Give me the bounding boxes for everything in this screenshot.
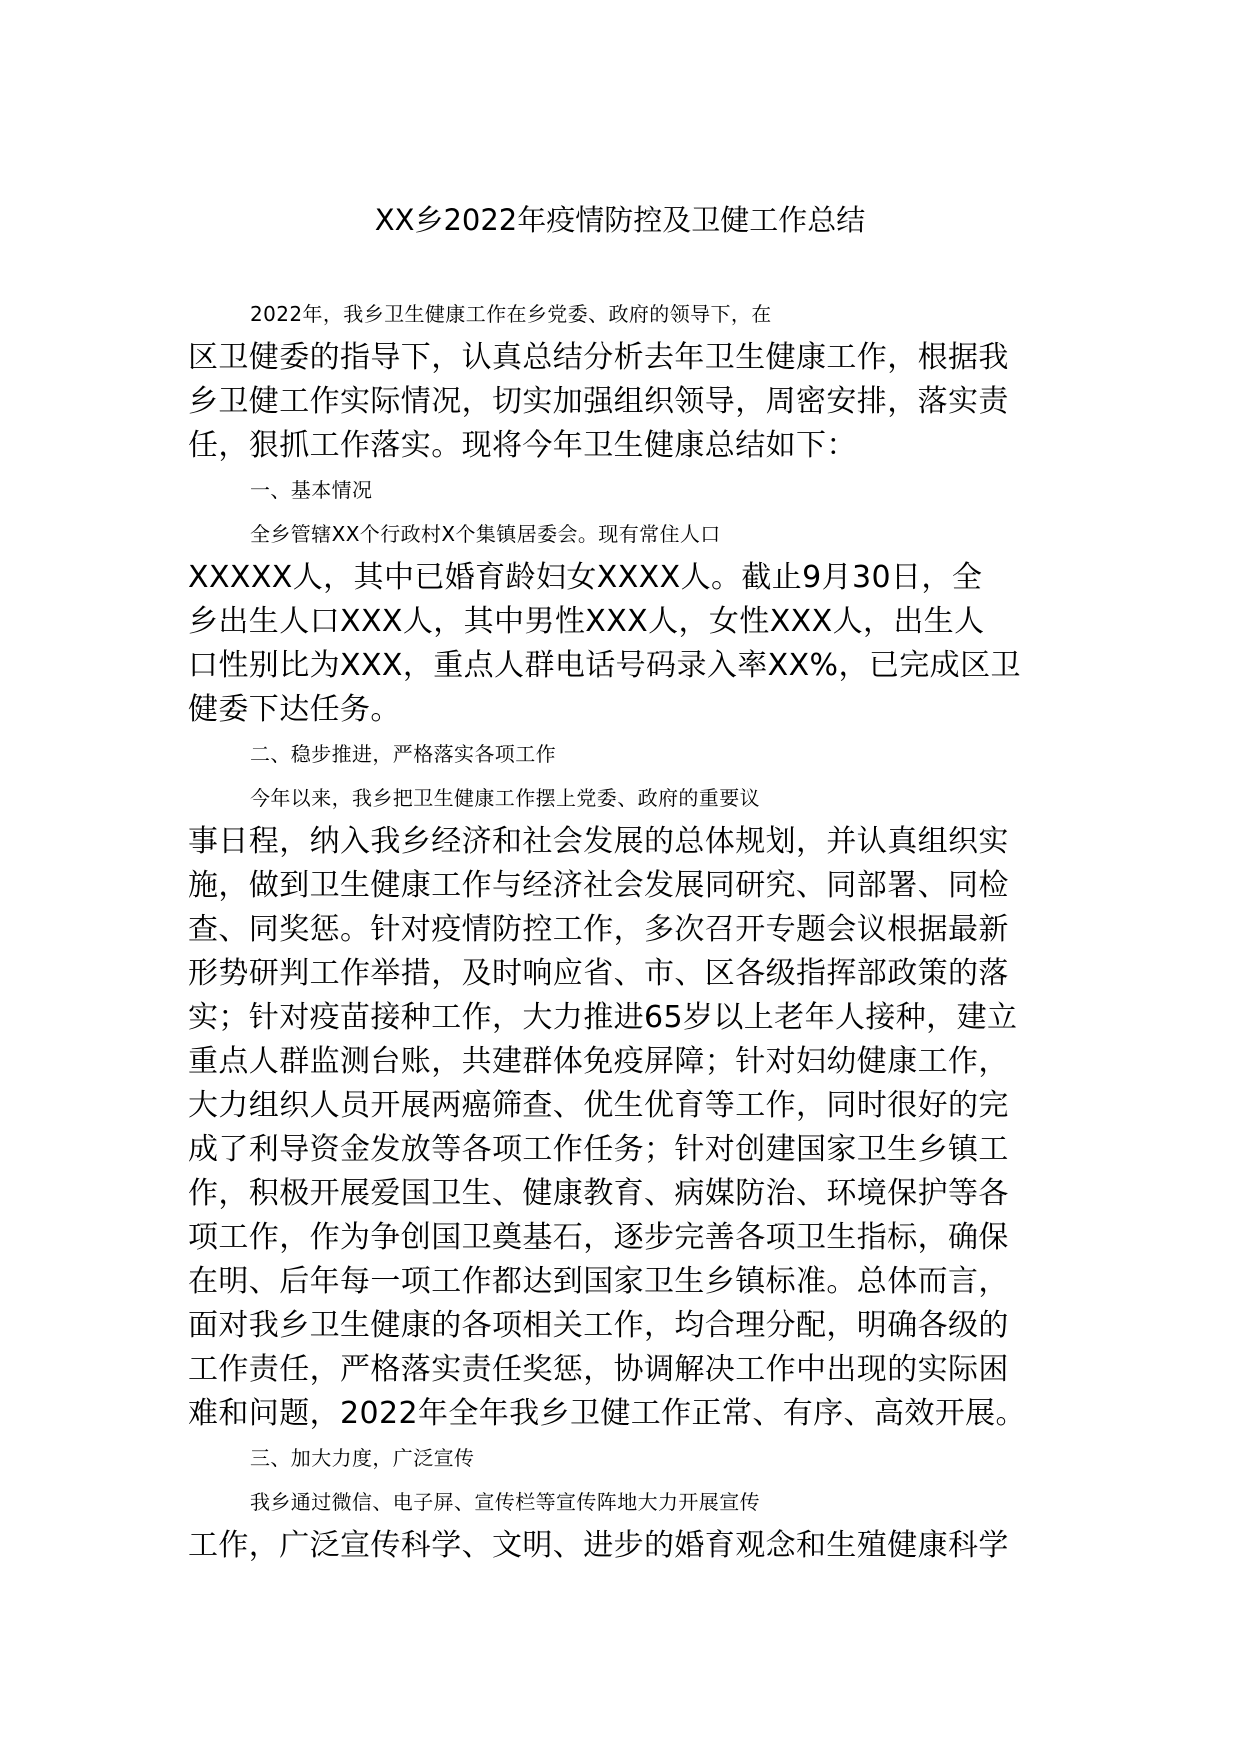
text-line: 事日程，纳入我乡经济和社会发展的总体规划，并认真组织实 bbox=[188, 824, 1009, 859]
text-line: 工作，广泛宣传科学、文明、进步的婚育观念和生殖健康科学 bbox=[188, 1528, 1009, 1563]
text-line: 查、同奖惩。针对疫情防控工作，多次召开专题会议根据最新 bbox=[188, 912, 1009, 947]
text-line: 健委下达任务。 bbox=[188, 692, 401, 727]
text-line: 口性别比为XXX，重点人群电话号码录入率XX%，已完成区卫 bbox=[188, 648, 1021, 683]
document-body bbox=[188, 292, 1058, 1568]
text-line: 作，积极开展爱国卫生、健康教育、病媒防治、环境保护等各 bbox=[188, 1176, 1009, 1211]
text-line: 区卫健委的指导下，认真总结分析去年卫生健康工作，根据我 bbox=[188, 340, 1009, 375]
text-line: 全乡管辖XX个行政村X个集镇居委会。现有常住人口 bbox=[250, 522, 721, 546]
text-line: 施，做到卫生健康工作与经济社会发展同研究、同部署、同检 bbox=[188, 868, 1009, 903]
text-line: 重点人群监测台账，共建群体免疫屏障；针对妇幼健康工作， bbox=[188, 1044, 1009, 1079]
text-line: 今年以来，我乡把卫生健康工作摆上党委、政府的重要议 bbox=[250, 786, 760, 810]
text-line: 形势研判工作举措，及时响应省、市、区各级指挥部政策的落 bbox=[188, 956, 1009, 991]
text-line: 在明、后年每一项工作都达到国家卫生乡镇标准。总体而言， bbox=[188, 1264, 1009, 1299]
text-line: 项工作，作为争创国卫奠基石，逐步完善各项卫生指标，确保 bbox=[188, 1220, 1009, 1255]
text-line: 一、基本情况 bbox=[250, 478, 373, 502]
text-line: 难和问题，2022年全年我乡卫健工作正常、有序、高效开展。 bbox=[188, 1396, 1026, 1431]
text-line: 三、加大力度，广泛宣传 bbox=[250, 1446, 475, 1470]
text-line: 我乡通过微信、电子屏、宣传栏等宣传阵地大力开展宣传 bbox=[250, 1490, 760, 1514]
text-line: 面对我乡卫生健康的各项相关工作，均合理分配，明确各级的 bbox=[188, 1308, 1009, 1343]
text-line: 乡出生人口XXX人，其中男性XXX人，女性XXX人，出生人 bbox=[188, 604, 985, 639]
text-line: 2022年，我乡卫生健康工作在乡党委、政府的领导下，在 bbox=[250, 302, 772, 326]
text-line: 乡卫健工作实际情况，切实加强组织领导，周密安排，落实责 bbox=[188, 384, 1009, 419]
text-line: 工作责任，严格落实责任奖惩，协调解决工作中出现的实际困 bbox=[188, 1352, 1009, 1387]
text-line: 任，狠抓工作落实。现将今年卫生健康总结如下： bbox=[188, 428, 857, 463]
text-line: 实；针对疫苗接种工作，大力推进65岁以上老年人接种，建立 bbox=[188, 1000, 1018, 1035]
text-line: 成了利导资金发放等各项工作任务；针对创建国家卫生乡镇工 bbox=[188, 1132, 1009, 1167]
document-title: XX乡2022年疫情防控及卫健工作总结 bbox=[374, 203, 866, 237]
text-line: XXXXX人，其中已婚育龄妇女XXXX人。截止9月30日，全 bbox=[188, 560, 983, 595]
text-line: 二、稳步推进，严格落实各项工作 bbox=[250, 742, 556, 766]
text-line: 大力组织人员开展两癌筛查、优生优育等工作，同时很好的完 bbox=[188, 1088, 1009, 1123]
